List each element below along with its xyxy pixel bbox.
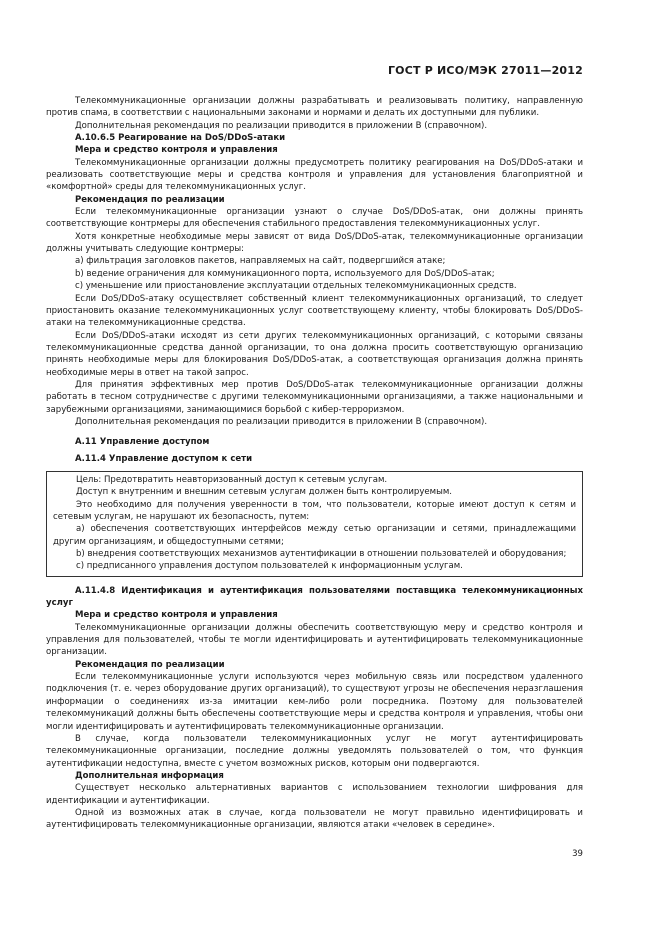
paragraph: Для принятия эффективных мер против DoS/DDoS-атак телекоммуникационные организации должны работать в тесном сотрудничестве с другими телекоммуникационными организациями, а также национальными и зарубежными организациями, занимающимися борьбой с кибер-терроризмом.	[46, 379, 583, 415]
section-heading-a1148: А.11.4.8 Идентификация и аутентификация пользователями поставщика телекоммуникационных услуг	[46, 585, 583, 609]
box-list-item: а) обеспечения соответствующих интерфейсов между сетью организации и сетями, принадлежащими другим организациям, и общедоступными сетями;	[53, 524, 576, 547]
page-content	[46, 95, 583, 832]
paragraph: Телекоммуникационные организации должны предусмотреть политику реагирования на DoS/DDoS-атаки и реализовать соответствующие меры и средства контроля и управления для установления благоприятной и «комфортной» среды для телекоммуникационных услуг.	[46, 157, 583, 193]
paragraph: Существует несколько альтернативных вариантов с использованием технологии шифрования для идентификации и аутентификации.	[46, 783, 583, 806]
list-item: а) фильтрация заголовков пакетов, направляемых на сайт, подвергшийся атаке;	[75, 256, 446, 267]
paragraph: Если DoS/DDoS-атаки исходят из сети других телекоммуникационных организаций, с которыми связаны телекоммуникационные средства данной организации, то она должна просить соответствующую организацию принять необходимые меры для блокирования DoS/DDoS-атак, а соответствующая организация должна принять необходимые меры в ответ на такой запрос.	[46, 330, 583, 378]
paragraph: Дополнительная рекомендация по реализации приводится в приложении В (справочном).	[75, 120, 488, 131]
box-line: Это необходимо для получения уверенности в том, что пользователи, которые имеют доступ к сетям и сетевым услугам, не нарушают их безопасность, путем:	[53, 499, 576, 522]
countermeasures-list	[46, 255, 583, 292]
subheading-additional-info: Дополнительная информация	[75, 770, 224, 781]
paragraph: Если телекоммуникационные организации узнают о случае DoS/DDoS-атак, они должны принять соответствующие контрмеры для обеспечения стабильного предоставления телекоммуникационных услуг.	[46, 207, 583, 230]
subheading-measure: Мера и средство контроля и управления	[75, 610, 278, 621]
list-item: с) уменьшение или приостановление эксплуатации отдельных телекоммуникационных средств.	[75, 281, 517, 292]
subheading-recommendation: Рекомендация по реализации	[75, 659, 225, 670]
section-heading-a114: А.11.4 Управление доступом к сети	[75, 453, 253, 464]
objective-box	[46, 471, 583, 577]
box-list-item: с) предписанного управления доступом пользователей к информационным услугам.	[76, 561, 463, 572]
paragraph: Одной из возможных атак в случае, когда пользователи не могут правильно идентифицировать и аутентифицировать телекоммуникационные организации, являются атаки «человек в середине».	[46, 807, 583, 831]
paragraph: Если телекоммуникационные услуги используются через мобильную связь или посредством удаленного подключения (т. е. через оборудование других организаций), то существуют угрозы не обеспечения неразглашения информации о соединениях из-за имитации кем-либо роли посредника. Поэтому для пользователей телекоммуникаций должны быть обеспечены соответствующие меры и средства контроля и управления, чтобы они могли идентифицировать и аутентифицировать телекоммуникационные организации.	[46, 672, 583, 732]
box-line: Доступ к внутренним и внешним сетевым услугам должен быть контролируемым.	[76, 487, 453, 498]
subheading-recommendation: Рекомендация по реализации	[75, 194, 225, 205]
paragraph: Телекоммуникационные организации должны обеспечить соответствующую меру и средство контроля и управления для пользователей, чтобы те могли идентифицировать и аутентифицировать телекоммуникационные организации.	[46, 622, 583, 658]
subheading-measure: Мера и средство контроля и управления	[75, 145, 278, 156]
section-heading-a1065: А.10.6.5 Реагирование на DoS/DDoS-атаки	[75, 133, 286, 144]
paragraph: Если DoS/DDoS-атаку осуществляет собственный клиент телекоммуникационных организаций, то следует приостановить оказание телекоммуникационных услуг соответствующему клиенту, чтобы блокировать DoS/DDoS-атаки на телекоммуникационные средства.	[46, 293, 583, 329]
list-item: b) ведение ограничения для коммуникационного порта, используемого для DoS/DDoS-атак;	[75, 268, 495, 279]
section-heading-a11: А.11 Управление доступом	[75, 437, 210, 448]
document-header: ГОСТ Р ИСО/МЭК 27011—2012	[387, 64, 583, 77]
page-number: 39	[572, 849, 583, 859]
paragraph: В случае, когда пользователи телекоммуникационных услуг не могут аутентифицировать телекоммуникационные организации, последние должны уведомлять пользователей о том, что функция аутентификации недоступна, вместе с учетом возможных рисков, которым они подвергаются.	[46, 733, 583, 769]
box-goal: Цель: Предотвратить неавторизованный доступ к сетевым услугам.	[76, 474, 388, 485]
paragraph: Хотя конкретные необходимые меры зависят от вида DoS/DDoS-атак, телекоммуникационные организации должны учитывать следующие контрмеры:	[46, 231, 583, 255]
box-list-item: b) внедрения соответствующих механизмов аутентификации в отношении пользователей и оборудования;	[76, 549, 567, 560]
paragraph: Дополнительная рекомендация по реализации приводится в приложении В (справочном).	[75, 416, 488, 427]
paragraph: Телекоммуникационные организации должны разрабатывать и реализовывать политику, направленную против спама, в соответствии с национальными законами и нормами и делать их доступными для публики.	[46, 96, 583, 119]
